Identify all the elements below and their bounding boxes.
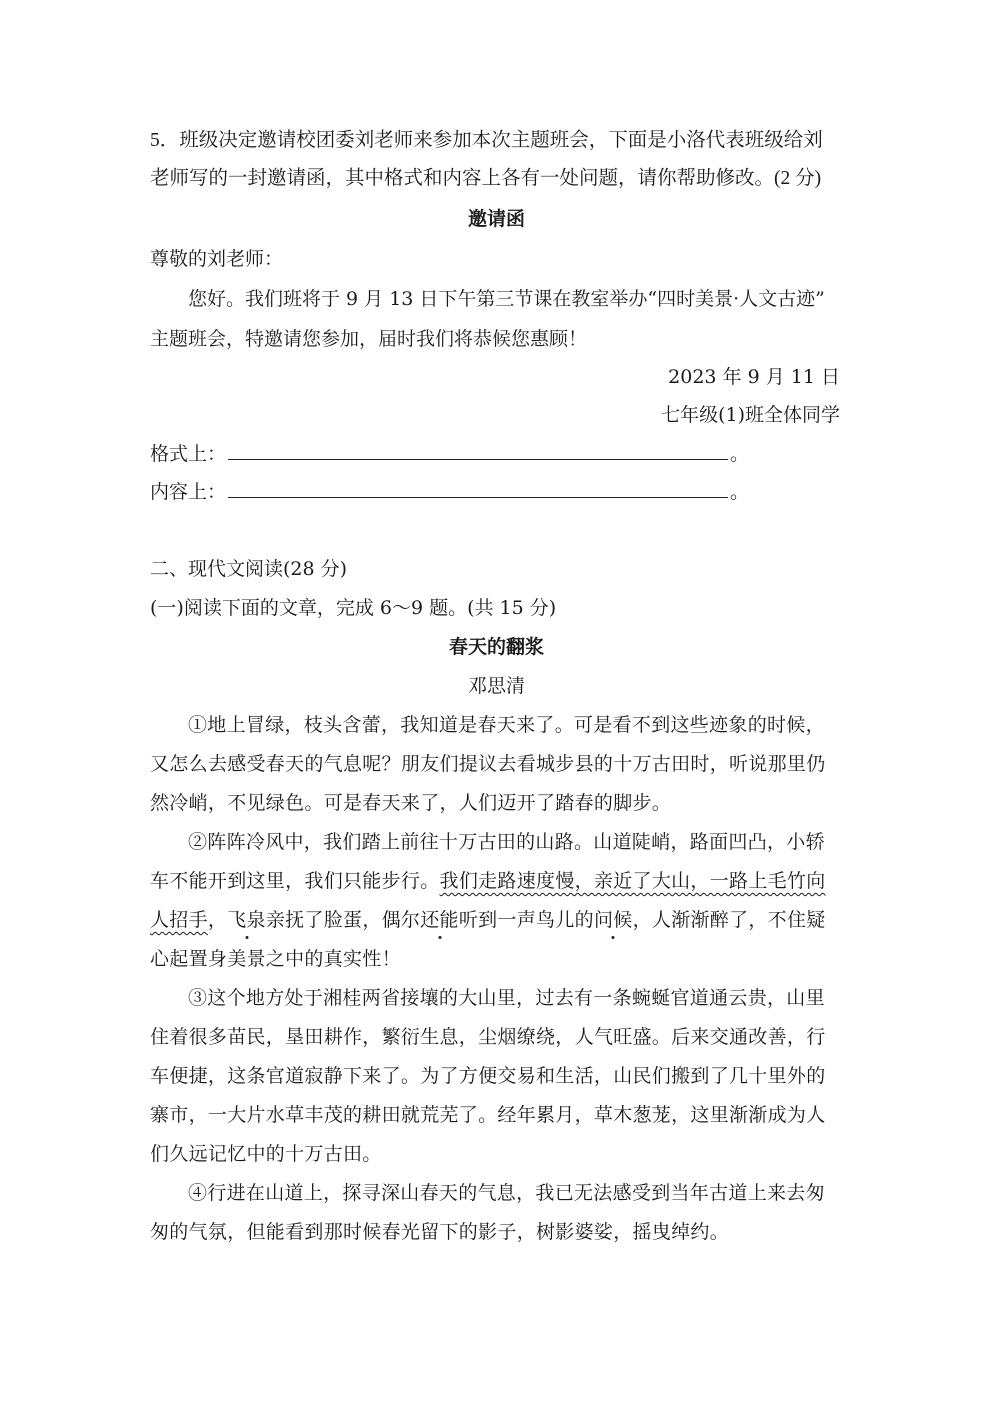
section-2-heading: 二、现代文阅读(28 分)	[150, 558, 348, 580]
question-5-line-1: 5．班级决定邀请校团委刘老师来参加本次主题班会，下面是小洛代表班级给刘	[150, 130, 823, 151]
paragraph-3-line-5: 们久远记忆中的十万古田。	[150, 1143, 382, 1165]
comma: ，	[207, 909, 228, 931]
paragraph-2-text: 亲抚了脸蛋，偶尔	[265, 909, 421, 931]
question-5-line-2: 老师写的一封邀请函，其中格式和内容上各有一处问题，请你帮助修改。(2 分)	[150, 168, 822, 189]
format-end-mark: 。	[730, 443, 750, 465]
paragraph-2-text: ，人渐渐醉了，不住疑	[632, 909, 826, 931]
paragraph-1-line-2: 又怎么去感受春天的气息呢？朋友们提议去看城步县的十万古田时，听说那里仍	[150, 753, 826, 775]
paragraph-2-line-3	[150, 901, 850, 939]
format-answer-row	[150, 435, 850, 473]
article-title: 春天的翻浆	[448, 636, 544, 658]
paragraph-3-line-2: 住着很多苗民，垦田耕作，繁衍生息，尘烟缭绕，人气旺盛。后来交通改善，行	[150, 1026, 826, 1048]
paragraph-1-line-3: 然冷峭，不见绿色。可是春天来了，人们迈开了踏春的脚步。	[150, 792, 672, 814]
letter-salutation: 尊敬的刘老师：	[150, 248, 284, 270]
letter-body-line-2: 主题班会，特邀请您参加，届时我们将恭候您惠顾！	[150, 328, 588, 350]
emphasized-word-haineng: 还能	[420, 909, 459, 931]
letter-body-line-1: 您好。我们班将于 9 月 13 日下午第三节课在教室举办“四时美景·人文古迹”	[188, 288, 825, 310]
paragraph-2-text: 车不能开到这里，我们只能步行。	[150, 870, 440, 892]
article-author: 邓思清	[467, 675, 525, 697]
paragraph-2-line-4: 心起置身美景之中的真实性！	[150, 948, 401, 970]
emphasized-word-wenhou: 问候	[593, 909, 633, 931]
content-end-mark: 。	[730, 481, 750, 503]
paragraph-1-line-1: ①地上冒绿，枝头含蕾，我知道是春天来了。可是看不到这些迹象的时候，	[188, 714, 825, 736]
emphasized-word-feiquan: 飞泉	[227, 909, 266, 931]
content-answer-blank[interactable]	[228, 475, 728, 498]
paragraph-4-line-2: 匆的气氛，但能看到那时候春光留下的影子，树影婆娑，摇曳绰约。	[150, 1221, 730, 1243]
paragraph-2-line-1: ②阵阵冷风中，我们踏上前往十万古田的山路。山道陡峭，路面凹凸，小轿	[188, 831, 825, 853]
paragraph-2-text: 听到一声鸟儿的	[458, 909, 594, 931]
paragraph-3-line-1: ③这个地方处于湘桂两省接壤的大山里，过去有一条蜿蜒官道通云贵，山里	[188, 987, 825, 1009]
underlined-sentence-end: 人招手	[150, 909, 208, 931]
section-2-subheading: (一)阅读下面的文章，完成 6～9 题。(共 15 分)	[150, 597, 557, 619]
format-label: 格式上：	[150, 443, 227, 465]
letter-date: 2023 年 9 月 11 日	[668, 366, 840, 388]
paragraph-2-line-2	[150, 862, 850, 900]
content-answer-row	[150, 473, 850, 511]
letter-title: 邀请函	[467, 208, 525, 230]
paragraph-3-line-4: 寨市，一大片水草丰茂的耕田就荒芜了。经年累月，草木葱茏，这里渐渐成为人	[150, 1104, 826, 1126]
paragraph-3-line-3: 车便捷，这条官道寂静下来了。为了方便交易和生活，山民们搬到了几十里外的	[150, 1065, 826, 1087]
content-label: 内容上：	[150, 481, 227, 503]
underlined-sentence: 我们走路速度慢，亲近了大山，一路上毛竹向	[439, 870, 826, 892]
format-answer-blank[interactable]	[228, 437, 728, 460]
letter-signature: 七年级(1)班全体同学	[661, 404, 840, 426]
paragraph-4-line-1: ④行进在山道上，探寻深山春天的气息，我已无法感受到当年古道上来去匆	[188, 1182, 825, 1204]
